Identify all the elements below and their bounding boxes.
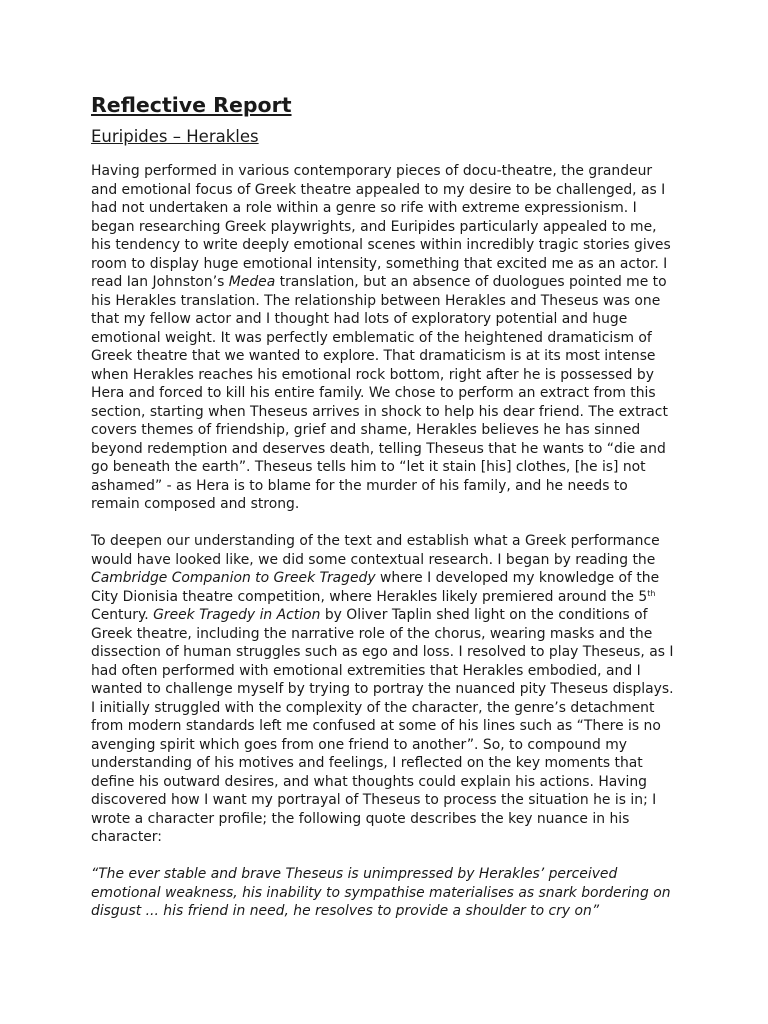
- paragraph-intro-text: Having performed in various contemporary pieces of docu-theatre, the grandeur and emotional focus of Greek theatre appealed to my desire to be challenged, as I had not undertaken a role within a genre so rife with extreme expressionism. I began researching Greek playwrights, and Euripides particularly appealed to me, his tendency to write deeply emotional scenes within incredibly tragic stories gives room to display huge emotional intensity, something that excited me as an actor. I read Ian Johnston’s: [91, 163, 671, 290]
- medea-title: Medea: [228, 274, 276, 290]
- ordinal-suffix: th: [647, 588, 656, 598]
- cambridge-companion-title: Cambridge Companion to Greek Tragedy: [91, 570, 376, 586]
- paragraph-intro-continued: translation, but an absence of duologues pointed me to his Herakles translation. The relationship between Herakles and Theseus was one that my fellow actor and I thought had lots of exploratory potential and huge emotional weight. It was perfectly emblematic of the heightened dramaticism of Greek theatre that we wanted to explore. That dramaticism is at its most intense when Herakles reaches his emotional rock bottom, right after he is possessed by Hera and forced to kill his entire family. We chose to perform an extract from this section, starting when Theseus arrives in shock to help his dear friend. The extract covers themes of friendship, grief and shame, Herakles believes he has sinned beyond redemption and deserves death, telling Theseus that he wants to “die and go beneath the earth”. Theseus tells him to “let it stain [his] clothes, [he is] not ashamed” - as Hera is to blame for the murder of his family, and he needs to remain composed and strong.: [91, 274, 668, 512]
- paragraph-research-text: To deepen our understanding of the text and establish what a Greek performance would have looked like, we did some contextual research. I began by reading the: [91, 533, 660, 568]
- report-subtitle: Euripides – Herakles: [91, 127, 259, 146]
- character-profile-quote: “The ever stable and brave Theseus is unimpressed by Herakles’ perceived emotional weakness, his inability to sympathise materialises as snark bordering on disgust ... his friend in need, he resolves to provide a shoulder to cry on”: [91, 866, 671, 919]
- greek-tragedy-in-action-title: Greek Tragedy in Action: [153, 607, 321, 623]
- century-text: Century.: [91, 607, 154, 623]
- report-title: Reflective Report: [91, 93, 292, 117]
- paragraph-intro: [91, 162, 680, 514]
- paragraph-research-middle: where I developed my knowledge of the City Dionisia theatre competition, where Herakles likely premiered around the 5: [91, 570, 660, 605]
- paragraph-research: [91, 532, 680, 847]
- paragraph-research-continued: by Oliver Taplin shed light on the conditions of Greek theatre, including the narrative role of the chorus, wearing masks and the dissection of human struggles such as ego and loss. I resolved to play Theseus, as I had often performed with emotional extremities that Herakles embodied, and I wanted to challenge myself by trying to portray the nuanced pity Theseus displays. I initially struggled with the complexity of the character, the genre’s detachment from modern standards left me confused at some of his lines such as “There is no avenging spirit which goes from one friend to another”. So, to compound my understanding of his motives and feelings, I reflected on the key moments that define his outward desires, and what thoughts could explain his actions. Having discovered how I want my portrayal of Theseus to process the situation he is in; I wrote a character profile; the following quote describes the key nuance in his character:: [91, 607, 674, 845]
